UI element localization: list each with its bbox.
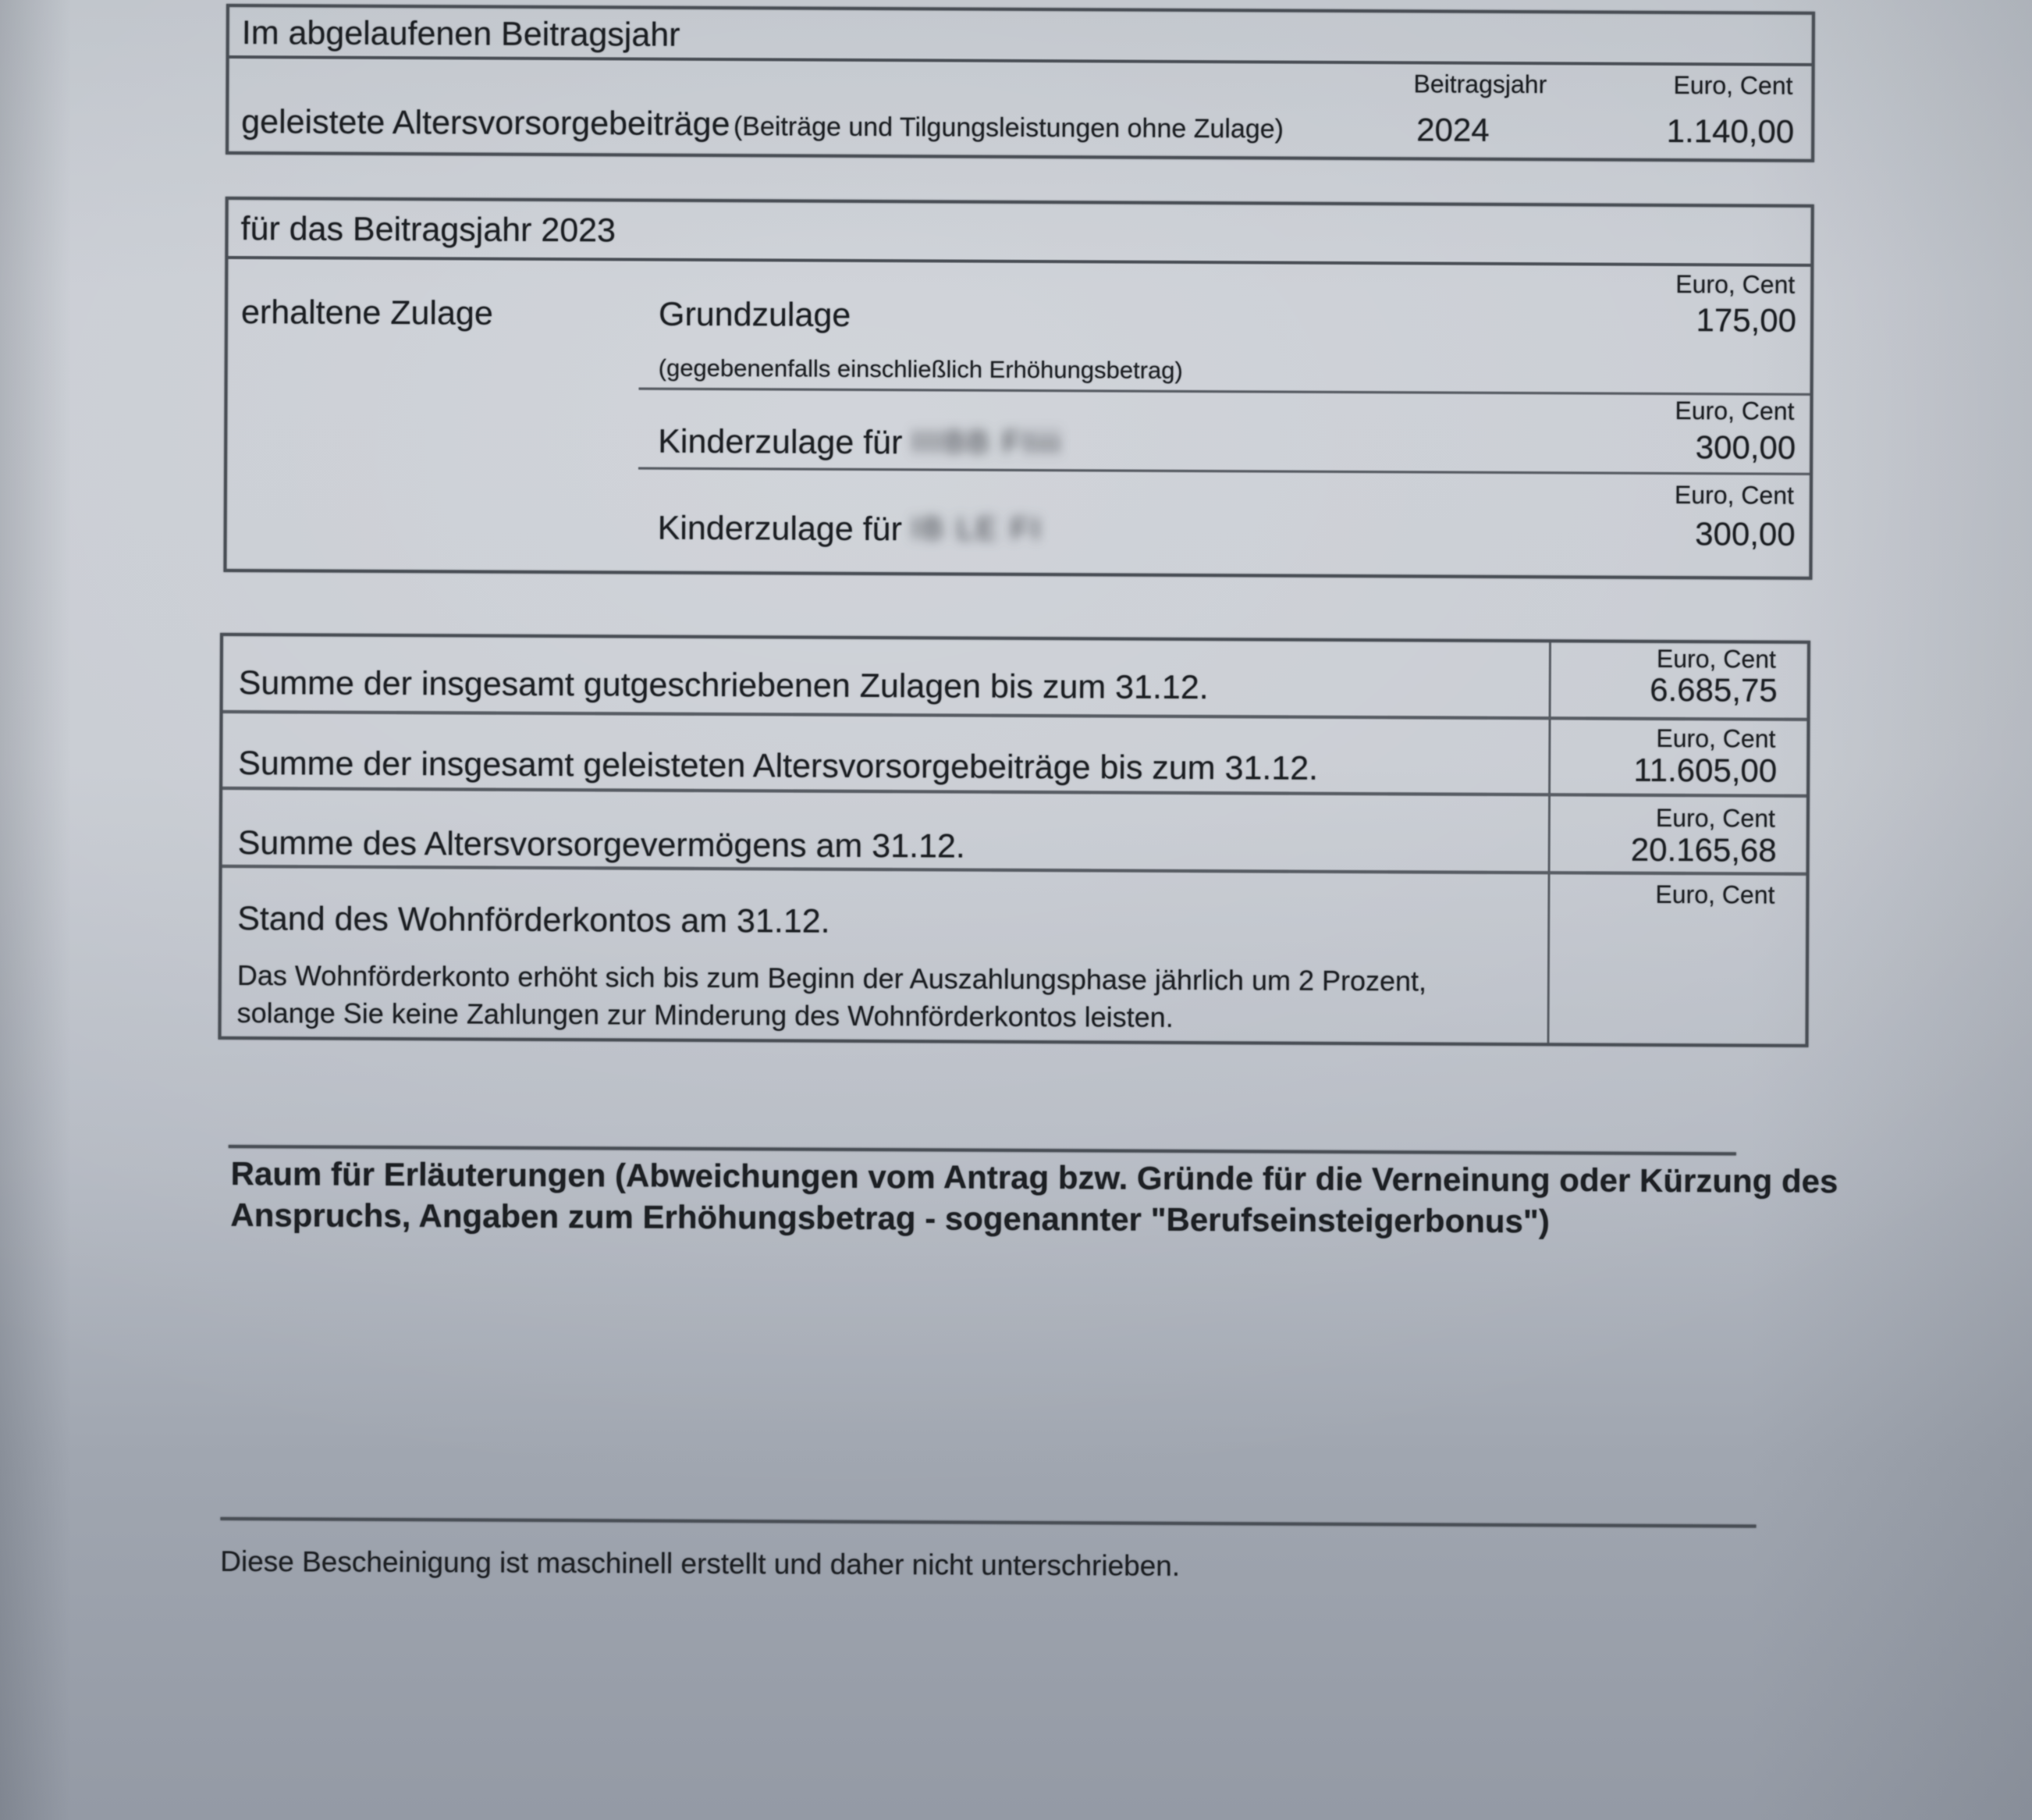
totals-row-divider-1 [223, 710, 1807, 721]
contributions-label-main: geleistete Altersvorsorgebeiträge [241, 103, 730, 144]
amount-column-header: Euro, Cent [1673, 71, 1793, 100]
year-value: 2024 [1416, 111, 1490, 148]
kinderzulage-1-row [658, 423, 1062, 464]
amount-header-grundzulage: Euro, Cent [1675, 270, 1796, 299]
amount-header-kinderzulage-2: Euro, Cent [1674, 481, 1795, 510]
remarks-text-line1: Raum für Erläuterungen (Abweichungen vom Antrag bzw. Gründe für die Verneinung oder Kürzung des [230, 1154, 1838, 1200]
remarks-rule [229, 1145, 1736, 1155]
totals-label-4: Stand des Wohnförderkontos am 31.12. [237, 900, 830, 940]
box-current-year-header [229, 7, 1812, 66]
totals-row-divider-2 [222, 787, 1806, 798]
kinderzulage-2-row [658, 510, 1043, 549]
box-allowance-2023 [223, 197, 1814, 580]
box-allowance-title: für das Beitragsjahr 2023 [240, 210, 616, 250]
totals-amount-header-3: Euro, Cent [1655, 803, 1775, 833]
kinderzulage-1-underline [638, 467, 1810, 475]
kinderzulage-2-label: Kinderzulage für [657, 509, 902, 549]
grundzulage-underline [639, 388, 1810, 396]
totals-row-divider-3 [222, 865, 1806, 876]
box-allowance-header [228, 200, 1810, 267]
redacted-child-name-1: IIIBB FIiii [911, 425, 1063, 460]
footer-rule [220, 1517, 1756, 1528]
totals-label-2: Summe der insgesamt geleisteten Altersvorsorgebeiträge bis zum 31.12. [238, 745, 1319, 787]
kinderzulage-2-amount: 300,00 [1695, 515, 1796, 553]
contributions-label-note: (Beiträge und Tilgungsleistungen ohne Zulage) [733, 112, 1284, 144]
totals-amount-3: 20.165,68 [1630, 830, 1777, 869]
totals-amount-1: 6.685,75 [1650, 670, 1778, 709]
grundzulage-note: (gegebenenfalls einschließlich Erhöhungsbetrag) [658, 354, 1183, 384]
totals-label-1: Summe der insgesamt gutgeschriebenen Zulagen bis zum 31.12. [238, 664, 1209, 707]
totals-amount-header-2: Euro, Cent [1656, 723, 1776, 753]
box-current-contribution-year [226, 4, 1815, 162]
totals-label-3: Summe des Altersvorsorgevermögens am 31.12. [237, 824, 965, 866]
kinderzulage-1-amount: 300,00 [1695, 428, 1796, 466]
contributions-label [241, 103, 1284, 147]
remarks-text-line2: Anspruchs, Angaben zum Erhöhungsbetrag - sogenannter "Berufseinsteigerbonus") [230, 1196, 1550, 1240]
box-current-year-title: Im abgelaufenen Beitragsjahr [241, 14, 680, 54]
year-column-header: Beitragsjahr [1413, 69, 1547, 99]
kinderzulage-1-label: Kinderzulage für [658, 422, 903, 462]
totals-amount-header-1: Euro, Cent [1656, 644, 1776, 674]
wohnfoerderkonto-note-line2: solange Sie keine Zahlungen zur Minderung des Wohnförderkontos leisten. [236, 997, 1174, 1033]
footer-text: Diese Bescheinigung ist maschinell erstellt und daher nicht unterschrieben. [220, 1545, 1181, 1582]
amount-header-kinderzulage-1: Euro, Cent [1675, 396, 1795, 425]
grundzulage-label: Grundzulage [658, 295, 851, 334]
box-totals [218, 633, 1810, 1047]
grundzulage-amount: 175,00 [1696, 301, 1797, 339]
totals-amount-header-4: Euro, Cent [1655, 880, 1775, 909]
redacted-child-name-2: IB LE FI [911, 511, 1043, 547]
box-current-year-row [229, 59, 1812, 159]
wohnfoerderkonto-note-line1: Das Wohnförderkonto erhöht sich bis zum Beginn der Auszahlungsphase jährlich um 2 Prozent, [236, 959, 1427, 997]
totals-amount-2: 11.605,00 [1633, 751, 1778, 789]
box-allowance-body [226, 259, 1810, 577]
allowance-row-label: erhaltene Zulage [240, 293, 493, 332]
totals-column-divider [1547, 642, 1551, 1043]
contribution-amount-value: 1.140,00 [1666, 112, 1795, 150]
